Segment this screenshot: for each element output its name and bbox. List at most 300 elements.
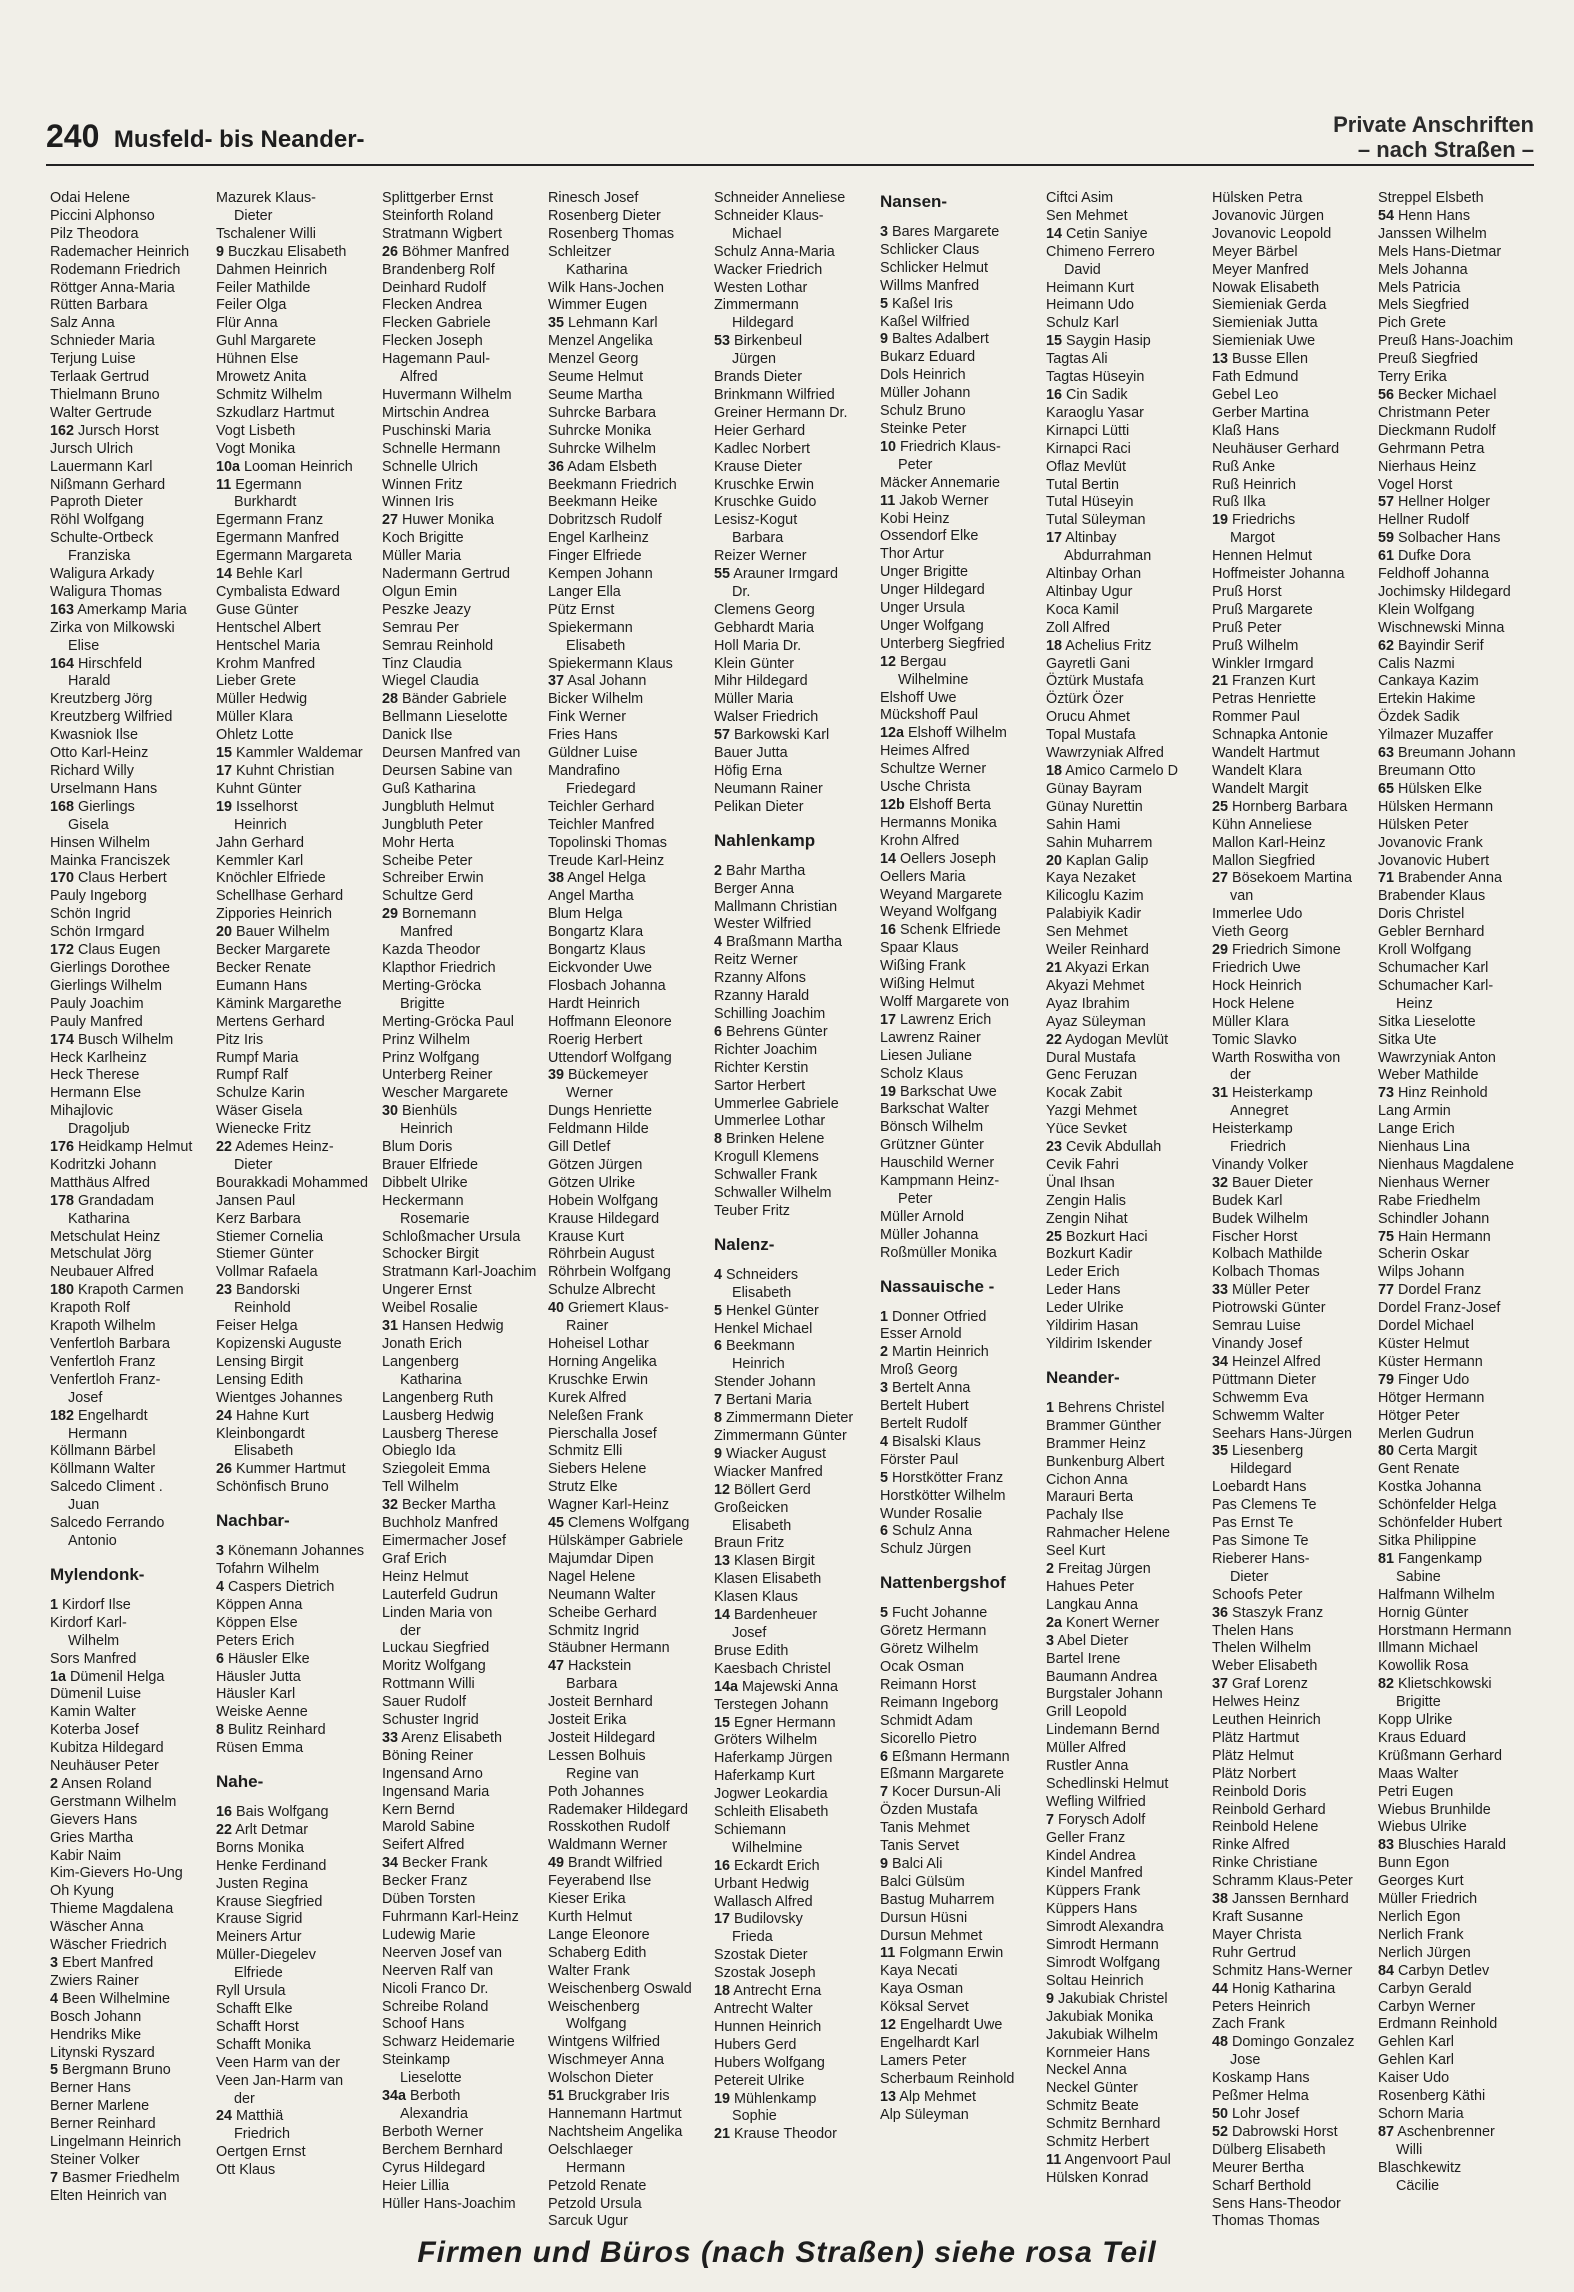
resident-entry [1046,208,1206,226]
resident-name: Borns Monika [216,1839,304,1856]
resident-name: Schönfisch Bruno [216,1479,329,1496]
resident-entry [548,226,708,244]
street-heading: Nattenbergshof [880,1573,1006,1593]
resident-name: Peter [898,456,933,473]
resident-name: Bertani Maria [726,1392,812,1409]
resident-name: Pierschalla Josef [548,1425,657,1442]
house-number: 39 [548,1067,565,1084]
resident-entry [382,1640,542,1658]
resident-name: Koskamp Hans [1212,2070,1310,2087]
resident-entry-continuation [50,638,210,656]
house-number: 21 [714,2126,731,2143]
resident-entry [880,1030,1040,1048]
resident-name: Schnieder Maria [50,333,155,350]
resident-entry [1046,1615,1206,1633]
resident-entry [1378,441,1538,459]
resident-entry-continuation [382,2106,542,2124]
resident-name: Uttendorf Wolfgang [548,1049,672,1066]
resident-name: Klein Wolfgang [1378,601,1475,618]
resident-entry [382,494,542,512]
resident-entry [1046,1794,1206,1812]
resident-name: Köksal Servet [880,1999,969,2016]
resident-entry [382,1282,542,1300]
resident-name: Dahmen Heinrich [216,261,328,278]
resident-entry [880,1641,1040,1659]
resident-entry [880,851,1040,869]
resident-name: Krause Sigrid [216,1911,303,1928]
house-number: 15 [216,745,233,762]
resident-entry [382,2160,542,2178]
resident-name: Kummer Hartmut [236,1461,346,1478]
resident-entry [50,1919,210,1937]
resident-entry [50,978,210,996]
resident-name: Neerven Ralf van [382,1962,494,1979]
resident-name: Schmidt Adam [880,1712,973,1729]
resident-entry [1212,477,1372,495]
resident-name: Liesen Juliane [880,1047,973,1064]
resident-name: Ayaz Süleyman [1046,1013,1146,1030]
resident-entry [382,835,542,853]
resident-name: Schön Ingrid [50,906,131,923]
resident-name: Vogt Monika [216,440,296,457]
resident-entry [1046,1865,1206,1883]
resident-entry [714,916,874,934]
resident-name: Sahin Hami [1046,816,1121,833]
house-number: 7 [880,1784,889,1801]
resident-name: Josteit Erika [548,1712,627,1729]
resident-name: Janssen Bernhard [1232,1891,1349,1908]
house-number: 12 [880,2017,897,2034]
directory-column [50,190,210,2204]
resident-name: Becker Michael [1398,386,1497,403]
resident-entry [548,369,708,387]
resident-entry [1212,996,1372,1014]
resident-name: Höfig Erna [714,763,782,779]
resident-entry [50,960,210,978]
resident-name: Poth Johannes [548,1783,645,1800]
house-number: 25 [1046,1228,1063,1245]
resident-name: Zoll Alfred [1046,619,1110,636]
resident-name: Treude Karl-Heinz [548,852,665,869]
resident-name: Petras Henriette [1212,691,1316,708]
resident-entry [1378,924,1538,942]
resident-entry [50,1229,210,1247]
resident-entry [50,745,210,763]
resident-name: Rosskothen Rudolf [548,1819,670,1836]
resident-name: Elshoff Uwe [880,689,957,706]
resident-name: Bongartz Klara [548,924,644,941]
resident-name: Scharf Berthold [1212,2177,1312,2194]
resident-name: Langer Ella [548,583,621,600]
resident-name: Jakubiak Monika [1046,2008,1154,2025]
resident-entry [1378,1891,1538,1909]
resident-entry-continuation [1378,1569,1538,1587]
resident-name: Wandelt Hartmut [1212,745,1320,762]
resident-name: Kirdorf Ilse [62,1596,131,1613]
resident-entry [714,1553,874,1571]
resident-name: Hellner Holger [1398,494,1490,511]
resident-entry [714,1643,874,1661]
resident-entry [50,1318,210,1336]
resident-name: Lang Armin [1378,1103,1451,1120]
resident-entry [382,727,542,745]
resident-name: Kleinbongardt [216,1425,305,1442]
resident-name: Reitz Werner [714,952,798,969]
resident-name: Unger Ursula [880,600,965,617]
resident-entry [548,2142,708,2160]
resident-name: Holl Maria Dr. [714,637,802,654]
resident-entry [216,870,376,888]
resident-entry [382,1354,542,1372]
resident-name: Jahn Gerhard [216,834,304,851]
resident-entry [216,799,376,817]
section-title-line2: – nach Straßen – [1357,137,1534,162]
resident-name: Brandenberg Rolf [382,261,495,278]
resident-entry [50,2134,210,2152]
resident-entry-continuation [50,1211,210,1229]
resident-entry [880,260,1040,278]
resident-name: Jovanovic Hubert [1378,852,1490,869]
resident-name: Hinsen Wilhelm [50,834,150,851]
resident-name: Scheibe Peter [382,852,473,869]
house-number: 14 [880,850,897,867]
house-number: 27 [382,512,399,529]
resident-entry [1378,888,1538,906]
resident-entry [714,1965,874,1983]
resident-name: Krause Siegfried [216,1893,323,1910]
house-number: 1a [50,1668,67,1685]
resident-name: Richard Willy [50,763,134,779]
resident-entry [382,1318,542,1336]
resident-name: Mihajlovic [50,1103,114,1120]
resident-name: Heckermann [382,1192,464,1209]
house-number: 2a [1046,1614,1063,1631]
resident-name: Scherin Oskar [1378,1246,1470,1263]
resident-name: Klasen Elisabeth [714,1571,822,1588]
resident-entry [1212,1963,1372,1981]
resident-name: Ademes Heinz- [235,1139,334,1156]
resident-name: Maas Walter [1378,1765,1459,1782]
resident-entry [1212,1694,1372,1712]
resident-entry [216,1103,376,1121]
resident-name: Rieberer Hans- [1212,1550,1310,1567]
resident-name: Kern Bernd [382,1801,455,1818]
resident-name: Bares Margarete [892,224,1000,240]
resident-entry [1378,1443,1538,1461]
resident-entry [1212,1551,1372,1569]
resident-name: Siemieniak Uwe [1212,333,1316,350]
resident-entry [1378,1246,1538,1264]
resident-name: Schwaller Wilhelm [714,1185,832,1202]
resident-name: Bellmann Lieselotte [382,709,508,726]
resident-name: Kraft Susanne [1212,1909,1304,1925]
resident-entry [880,654,1040,672]
resident-entry [382,1515,542,1533]
resident-name: Wefling Wilfried [1046,1793,1146,1810]
resident-name: Dibbelt Ulrike [382,1174,468,1191]
resident-name: Bunn Egon [1378,1855,1450,1872]
resident-name: Wester Wilfried [714,916,812,933]
resident-entry [880,994,1040,1012]
resident-name: Pas Simone Te [1212,1532,1309,1549]
resident-name: Honig Katharina [1232,1980,1336,1997]
resident-name: Schafft Monika [216,2036,311,2053]
resident-name: Köllmann Walter [50,1461,156,1478]
resident-name: Hermann Else [50,1085,142,1102]
resident-name: Fink Werner [548,709,627,726]
house-number: 1 [880,1308,889,1325]
resident-entry [880,1084,1040,1102]
resident-name: Kroll Wolfgang [1378,942,1472,959]
resident-entry [548,1587,708,1605]
resident-entry [714,459,874,477]
resident-name: Eumann Hans [216,977,308,994]
resident-entry [880,2089,1040,2107]
resident-entry [50,602,210,620]
resident-name: Friedrich [234,2126,290,2143]
resident-entry [50,1669,210,1687]
house-number: 21 [1046,959,1063,976]
resident-name: Kirdorf Karl- [50,1614,127,1631]
resident-name: Aydogan Mevlüt [1065,1031,1169,1048]
resident-name: Bosch Johann [50,2008,142,2025]
resident-name: Hackstein [568,1658,632,1675]
resident-entry [382,1802,542,1820]
resident-name: Seehars Hans-Jürgen [1212,1425,1352,1442]
resident-entry [714,1042,874,1060]
resident-entry [880,1784,1040,1802]
resident-entry [1378,1497,1538,1515]
resident-entry [714,727,874,745]
resident-entry-continuation [548,1766,708,1784]
resident-name: Dordel Michael [1378,1318,1474,1335]
resident-entry [50,333,210,351]
house-number: 53 [714,333,731,350]
resident-entry [1378,870,1538,888]
resident-name: Gisela [68,816,109,833]
resident-name: Carbyn Detlev [1398,1962,1490,1979]
resident-name: Palabiyik Kadir [1046,906,1142,923]
resident-name: Katharina [400,1371,462,1388]
resident-name: Sartor Herbert [714,1077,806,1094]
resident-entry [1046,691,1206,709]
resident-entry [880,1470,1040,1488]
resident-entry [1212,190,1372,208]
resident-entry [548,1802,708,1820]
resident-entry [216,2055,376,2073]
resident-name: Bandorski [236,1282,301,1299]
resident-entry [216,1704,376,1722]
resident-entry [216,888,376,906]
resident-name: Kaesbach Christel [714,1660,831,1677]
resident-name: Flecken Andrea [382,297,482,314]
resident-entry [1046,978,1206,996]
resident-name: Juan [68,1497,100,1514]
resident-name: Vieth Georg [1212,924,1289,941]
resident-entry [1378,1515,1538,1533]
resident-entry [382,2052,542,2070]
resident-entry-continuation [216,494,376,512]
resident-entry [382,673,542,691]
resident-name: Nagel Helene [548,1568,636,1585]
resident-entry [880,1541,1040,1559]
resident-name: Küppers Hans [1046,1901,1138,1918]
resident-entry [50,1722,210,1740]
resident-name: Breumann Johann [1398,745,1516,762]
resident-name: Adam Elsbeth [567,458,657,475]
resident-entry [1212,853,1372,871]
resident-name: Bertelt Hubert [880,1398,969,1415]
resident-entry [714,1338,874,1356]
resident-entry [714,2019,874,2037]
resident-name: Graf Erich [382,1550,447,1567]
resident-entry [714,1822,874,1840]
resident-entry [50,620,210,638]
resident-entry [216,315,376,333]
resident-entry [50,1193,210,1211]
resident-entry [714,280,874,298]
resident-entry [1046,280,1206,298]
resident-name: Plätz Hartmut [1212,1729,1300,1746]
resident-entry [216,853,376,871]
resident-entry [1046,2080,1206,2098]
resident-name: Kampmann Heinz- [880,1173,1000,1190]
resident-name: Cymbalista Edward [216,583,340,600]
resident-entry [880,1452,1040,1470]
resident-entry [216,333,376,351]
resident-name: Menzel Angelika [548,333,653,350]
resident-name: Schlicker Claus [880,241,980,258]
resident-name: Griemert Klaus- [568,1300,669,1317]
resident-name: Balci Gülsüm [880,1873,965,1890]
resident-entry [1378,835,1538,853]
resident-name: Siemieniak Gerda [1212,297,1327,314]
resident-name: Schaberg Edith [548,1944,647,1961]
resident-entry [880,1659,1040,1677]
resident-name: Erdmann Reinhold [1378,2016,1498,2033]
resident-name: Kopp Ulrike [1378,1712,1453,1729]
house-number: 36 [1212,1604,1229,1621]
resident-entry [548,530,708,548]
resident-name: Lauermann Karl [50,458,153,475]
resident-entry-continuation [216,1965,376,1983]
resident-name: Schiemann [714,1821,786,1838]
resident-entry-continuation [548,1318,708,1336]
resident-entry [548,1784,708,1802]
resident-entry-continuation [1212,888,1372,906]
resident-name: Mihr Hildegard [714,673,808,690]
resident-name: Kabir Naim [50,1847,122,1864]
resident-name: Rumpf Maria [216,1049,299,1066]
house-number: 80 [1378,1443,1395,1460]
resident-entry-continuation [382,2070,542,2088]
resident-entry [880,1695,1040,1713]
resident-entry [1046,2045,1206,2063]
house-number: 178 [50,1192,75,1209]
resident-name: Richter Joachim [714,1041,818,1058]
resident-entry [382,1497,542,1515]
resident-entry [880,636,1040,654]
resident-name: Kempen Johann [548,566,653,583]
resident-entry [50,494,210,512]
resident-name: Braun Fritz [714,1535,785,1552]
resident-entry [216,1543,376,1561]
resident-name: Cankaya Kazim [1378,673,1479,690]
resident-entry [50,781,210,799]
resident-name: Schoofs Peter [1212,1586,1303,1603]
resident-name: Becker Margarete [216,942,331,959]
resident-entry [548,691,708,709]
resident-entry [50,2188,210,2206]
resident-entry [548,799,708,817]
resident-entry [1378,2052,1538,2070]
resident-name: Kuhnt Günter [216,780,302,797]
resident-entry-continuation [548,262,708,280]
resident-entry [1212,405,1372,423]
resident-entry [216,673,376,691]
resident-entry [216,2001,376,2019]
resident-entry [1212,1981,1372,1999]
house-number: 16 [714,1857,731,1874]
resident-entry [1212,1354,1372,1372]
resident-entry [1212,262,1372,280]
resident-name: Sitka Ute [1378,1031,1437,1048]
resident-entry [382,870,542,888]
resident-entry [714,1535,874,1553]
house-number: 5 [714,1302,723,1319]
resident-entry [1212,1336,1372,1354]
resident-name: Simrodt Hermann [1046,1937,1159,1954]
resident-entry [548,709,708,727]
resident-name: Nerlich Frank [1378,1926,1464,1943]
resident-entry [548,1157,708,1175]
resident-name: Staszyk Franz [1232,1604,1324,1621]
resident-name: Krapoth Rolf [50,1300,130,1317]
resident-entry [548,1067,708,1085]
resident-entry [880,2017,1040,2035]
resident-name: Beekmann [726,1338,795,1355]
directory-column [1378,190,1538,2200]
resident-entry [382,1157,542,1175]
resident-name: Ocak Osman [880,1658,964,1675]
resident-name: Szostak Dieter [714,1947,808,1964]
resident-name: Hildegard [732,315,794,332]
resident-entry [1212,781,1372,799]
resident-entry [216,459,376,477]
resident-entry [548,2034,708,2052]
resident-name: Jose [1230,2052,1261,2069]
resident-entry [880,1838,1040,1856]
resident-name: Aschenbrenner [1397,2123,1495,2140]
resident-name: Peter [898,1190,933,1207]
resident-entry [1046,727,1206,745]
resident-entry [1212,1014,1372,1032]
resident-entry [382,244,542,262]
resident-entry [382,1533,542,1551]
resident-name: Mels Johanna [1378,261,1468,278]
resident-name: Weischenberg [548,1998,640,2015]
resident-name: Achelius Fritz [1065,637,1152,654]
resident-entry [1046,1543,1206,1561]
resident-entry [216,226,376,244]
resident-entry [50,924,210,942]
resident-name: Dobritzsch Rudolf [548,512,662,529]
resident-name: Schön Irmgard [50,924,145,941]
resident-name: Hubers Gerd [714,2036,797,2053]
resident-entry [880,833,1040,851]
resident-name: Kühn Anneliese [1212,816,1313,833]
resident-name: Ummerlee Gabriele [714,1095,839,1112]
